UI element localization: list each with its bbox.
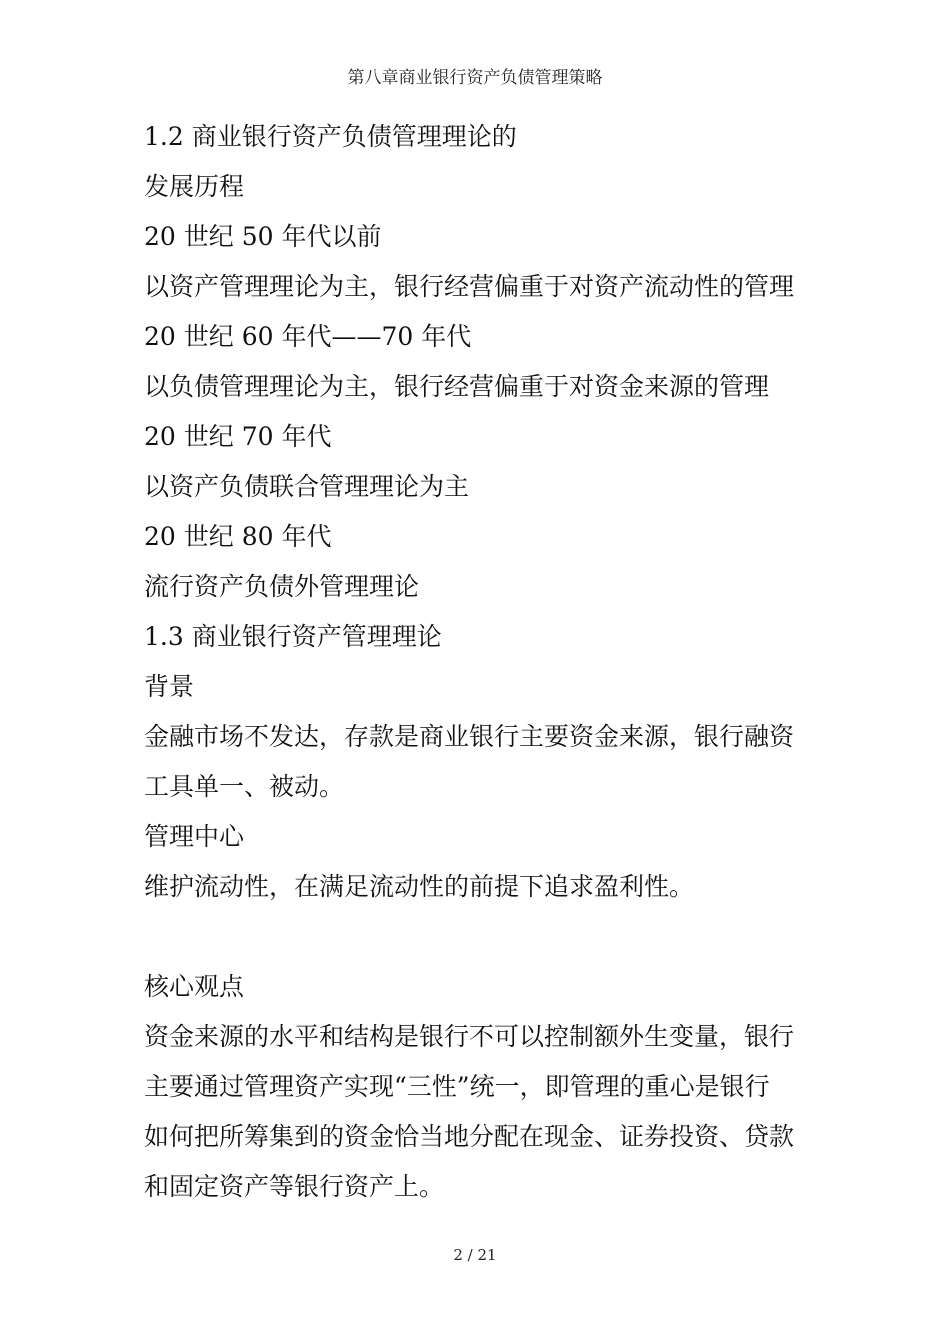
paragraph-line: 资金来源的水平和结构是银行不可以控制额外生变量，银行 (144, 1022, 795, 1051)
section-heading-continued: 发展历程 (144, 172, 245, 201)
subheading-background: 背景 (144, 672, 195, 701)
paragraph-line: 主要通过管理资产实现“三性”统一，即管理的重心是银行 (144, 1072, 770, 1101)
period-label: 20 世纪 70 年代 (144, 422, 332, 451)
period-label: 20 世纪 60 年代——70 年代 (144, 322, 472, 351)
period-label: 20 世纪 50 年代以前 (144, 222, 382, 251)
period-description: 以资产管理理论为主，银行经营偏重于对资产流动性的管理 (144, 272, 795, 301)
page-number: 2 / 21 (453, 1246, 497, 1264)
paragraph-line: 如何把所筹集到的资金恰当地分配在现金、证券投资、贷款 (144, 1122, 795, 1151)
page-header: 第八章商业银行资产负债管理策略 (347, 68, 603, 88)
paragraph-line: 维护流动性，在满足流动性的前提下追求盈利性。 (144, 872, 695, 901)
paragraph-line: 工具单一、被动。 (144, 772, 345, 801)
section-heading: 1.2 商业银行资产负债管理理论的 (144, 122, 517, 151)
paragraph-line: 和固定资产等银行资产上。 (144, 1172, 445, 1201)
period-description: 以资产负债联合管理理论为主 (144, 472, 470, 501)
document-body (144, 112, 824, 1212)
subheading-core-view: 核心观点 (144, 972, 245, 1001)
period-description: 流行资产负债外管理理论 (144, 572, 420, 601)
paragraph-line: 金融市场不发达，存款是商业银行主要资金来源，银行融资 (144, 722, 795, 751)
blank-line (144, 912, 824, 962)
period-description: 以负债管理理论为主，银行经营偏重于对资金来源的管理 (144, 372, 770, 401)
subheading-management-center: 管理中心 (144, 822, 245, 851)
period-label: 20 世纪 80 年代 (144, 522, 332, 551)
section-heading: 1.3 商业银行资产管理理论 (144, 622, 442, 651)
